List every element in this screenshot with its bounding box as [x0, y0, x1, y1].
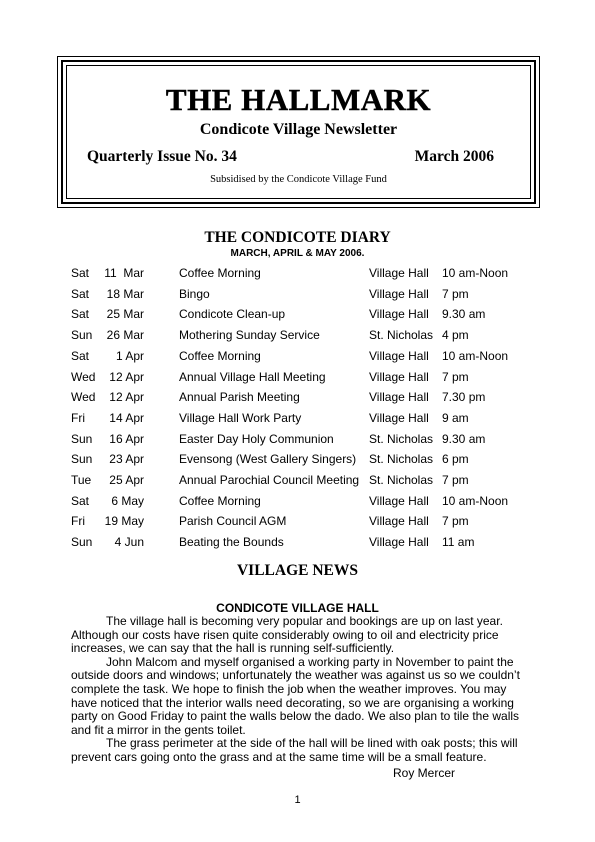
diary-date: 19 May — [104, 514, 144, 529]
diary-event: Easter Day Holy Communion — [179, 431, 334, 446]
diary-time: 10 am-Noon — [442, 266, 509, 280]
diary-row — [0, 410, 595, 428]
diary-date: 12 Apr — [109, 390, 144, 405]
subsidy-note: Subsidised by the Condicote Village Fund — [210, 174, 387, 185]
diary-row — [0, 451, 595, 469]
article-paragraph: John Malcom and myself organised a working party in November to paint the outside doors and windows; unfortunately the weather was against us so we couldn’t complete the task. We hope to finish the job when the weather improves. You may have noticed that the interior walls need decorating, so we are organising a working party on Good Friday to paint the walls below the dado. We also plan to tile the walls and fit a mirror in the gents toilet. — [71, 654, 520, 737]
diary-date: 16 Apr — [109, 431, 144, 446]
diary-venue: Village Hall — [369, 514, 429, 529]
diary-event: Coffee Morning — [179, 266, 261, 280]
diary-row — [0, 286, 595, 304]
diary-event: Evensong (West Gallery Singers) — [179, 452, 357, 467]
news-heading: VILLAGE NEWS — [236, 562, 359, 579]
diary-time: 9 am — [442, 410, 469, 425]
diary-time: 10 am-Noon — [442, 348, 509, 363]
diary-row — [0, 265, 595, 283]
article-signature: Roy Mercer — [393, 766, 456, 780]
diary-time: 7 pm — [442, 286, 469, 301]
article-paragraph: The village hall is becoming very popular and bookings are up on last year. Although our costs have risen quite considerably owing to oil and electricity price increases, we can say that the hall is running self-sufficiently. — [71, 614, 503, 656]
diary-event: Beating the Bounds — [179, 535, 284, 550]
diary-venue: St. Nicholas — [369, 473, 434, 487]
diary-venue: Village Hall — [369, 369, 429, 384]
diary-event: Condicote Clean-up — [179, 307, 286, 322]
diary-date: 11 Mar — [104, 266, 144, 280]
diary-date: 25 Mar — [106, 307, 144, 322]
diary-venue: Village Hall — [369, 493, 429, 508]
article-paragraph: The grass perimeter at the side of the hall will be lined with oak posts; this will prevent cars going onto the grass and at the same time will be a small feature. — [71, 736, 518, 764]
diary-row — [0, 369, 595, 387]
diary-time: 7 pm — [442, 369, 469, 384]
diary-event: Mothering Sunday Service — [179, 328, 320, 343]
diary-venue: Village Hall — [369, 348, 429, 363]
diary-time: 10 am-Noon — [442, 493, 509, 508]
diary-time: 7.30 pm — [442, 390, 486, 405]
diary-venue: Village Hall — [369, 266, 429, 280]
diary-day: Sat — [71, 286, 90, 301]
masthead-border — [61, 60, 536, 204]
diary-date: 14 Apr — [109, 410, 144, 425]
diary-venue: Village Hall — [369, 390, 429, 405]
diary-venue: Village Hall — [369, 307, 429, 322]
issue-number: Quarterly Issue No. 34 — [87, 148, 237, 165]
diary-row — [0, 306, 595, 324]
diary-time: 7 pm — [442, 473, 469, 487]
diary-subheading: MARCH, APRIL & MAY 2006. — [230, 248, 365, 259]
diary-event: Annual Parochial Council Meeting — [179, 473, 360, 487]
diary-date: 6 May — [111, 493, 144, 508]
diary-row — [0, 327, 595, 345]
diary-row — [0, 493, 595, 511]
diary-day: Wed — [71, 390, 96, 405]
masthead-inner-border — [66, 65, 531, 199]
diary-time: 9.30 am — [442, 431, 486, 446]
diary-event: Coffee Morning — [179, 348, 261, 363]
diary-date: 25 Apr — [109, 473, 144, 487]
diary-day: Sun — [71, 452, 93, 467]
diary-day: Fri — [71, 410, 85, 425]
diary-venue: Village Hall — [369, 410, 429, 425]
diary-day: Sat — [71, 493, 90, 508]
diary-heading: THE CONDICOTE DIARY — [204, 229, 391, 246]
diary-day: Sun — [71, 535, 93, 550]
diary-day: Fri — [71, 514, 85, 529]
diary-day: Sat — [71, 348, 90, 363]
diary-row — [0, 513, 595, 531]
diary-date: 4 Jun — [114, 535, 144, 550]
diary-date: 12 Apr — [109, 369, 144, 384]
diary-time: 4 pm — [442, 328, 469, 343]
diary-time: 9.30 am — [442, 307, 486, 322]
diary-date: 23 Apr — [109, 452, 144, 467]
diary-row — [0, 431, 595, 449]
diary-date: 18 Mar — [106, 286, 144, 301]
diary-row — [0, 472, 595, 490]
diary-date: 26 Mar — [106, 328, 144, 343]
diary-venue: Village Hall — [369, 535, 429, 550]
issue-date: March 2006 — [414, 148, 494, 165]
diary-venue: St. Nicholas — [369, 431, 434, 446]
diary-time: 7 pm — [442, 514, 469, 529]
diary-day: Sun — [71, 328, 93, 343]
diary-row — [0, 534, 595, 552]
diary-event: Bingo — [179, 286, 210, 301]
diary-event: Village Hall Work Party — [179, 410, 302, 425]
diary-row — [0, 389, 595, 407]
diary-day: Sat — [71, 307, 90, 322]
article-body — [71, 615, 531, 765]
article-heading: CONDICOTE VILLAGE HALL — [216, 601, 379, 615]
diary-day: Sun — [71, 431, 93, 446]
diary-time: 6 pm — [442, 452, 469, 467]
masthead — [57, 56, 540, 208]
page-number: 1 — [294, 794, 301, 806]
diary-time: 11 am — [442, 535, 475, 550]
diary-event: Annual Village Hall Meeting — [179, 369, 326, 384]
newsletter-subtitle: Condicote Village Newsletter — [199, 121, 398, 138]
diary-row — [0, 348, 595, 366]
diary-event: Parish Council AGM — [179, 514, 287, 529]
diary-day: Wed — [71, 369, 96, 384]
diary-day: Sat — [71, 266, 90, 280]
newsletter-title: THE HALLMARK — [165, 82, 432, 117]
diary-date: 1 Apr — [115, 348, 144, 363]
diary-venue: St. Nicholas — [369, 328, 434, 343]
diary-venue: St. Nicholas — [369, 452, 434, 467]
diary-event: Annual Parish Meeting — [179, 390, 300, 405]
diary-day: Tue — [71, 473, 92, 487]
diary-venue: Village Hall — [369, 286, 429, 301]
diary-event: Coffee Morning — [179, 493, 261, 508]
